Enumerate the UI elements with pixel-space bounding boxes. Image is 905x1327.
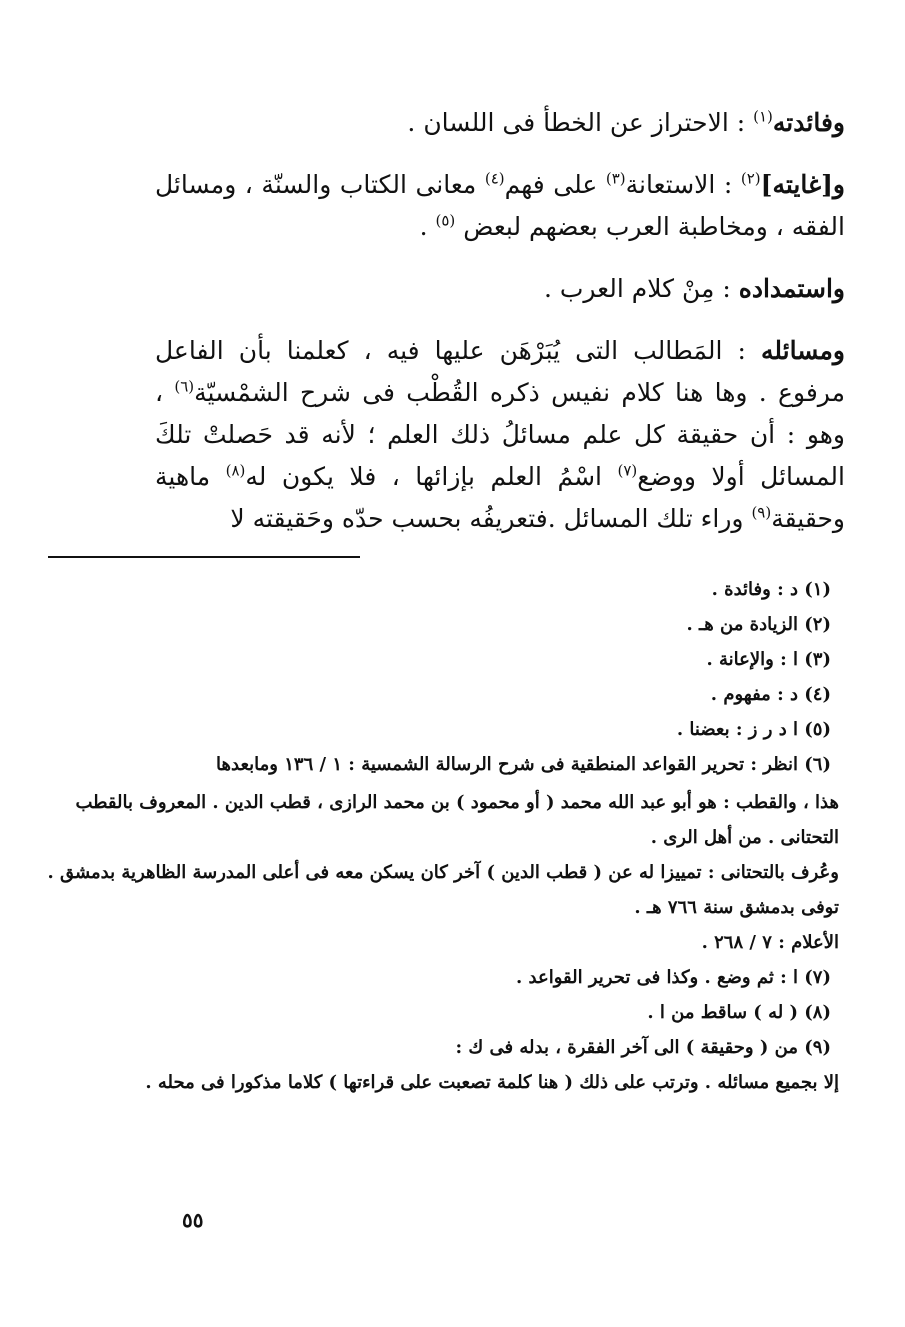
paragraph bbox=[155, 102, 845, 144]
footnote: (٩) من ( وحقيقة ) الى آخر الفقرة ، بدله فى ك : bbox=[455, 1037, 831, 1058]
footnote-ref: (٧) bbox=[617, 461, 638, 480]
paragraph bbox=[155, 330, 845, 540]
footnote-ref: (٦) bbox=[174, 377, 195, 396]
footnote: الأعلام : ٧ / ٢٦٨ . bbox=[701, 932, 839, 953]
footnote: (٢) الزيادة من هـ . bbox=[686, 614, 831, 635]
page-number: ٥٥ bbox=[182, 1208, 204, 1232]
footnote-ref: (٥) bbox=[435, 211, 456, 230]
footnote-ref: (٣) bbox=[605, 169, 626, 188]
paragraph bbox=[155, 164, 845, 248]
text-run: معانى الكتاب والسنّة ، ومسائل الفقه ، ومخاطبة العرب بعضهم لبعض bbox=[155, 170, 845, 241]
footnote: (١) د : وفائدة . bbox=[711, 579, 831, 600]
text-run: : المَطالب التى يُبَرْهَن عليها فيه ، كعلمنا بأن الفاعل مرفوع . وها هنا كلام نفيس ذكره القُطْب فى شرح الشمْسيّة bbox=[155, 336, 845, 407]
text-run: ، وهو : أن حقيقة كل علم مسائلُ ذلك العلم ؛ لأنه قد حَصلتْ تلكَ المسائل أولا ووضع bbox=[155, 378, 845, 491]
main-text bbox=[155, 102, 845, 560]
text-run: : مِنْ كلام العرب . bbox=[543, 274, 739, 303]
footnote: (٤) د : مفهوم . bbox=[710, 684, 831, 705]
text-run: . bbox=[419, 212, 436, 241]
footnote-separator bbox=[48, 556, 360, 558]
footnote-ref: (٤) bbox=[484, 169, 505, 188]
footnote-ref: (١) bbox=[753, 107, 773, 126]
footnote-ref: (٢) bbox=[740, 169, 761, 188]
footnote: (٥) ا د ر ز : بعضنا . bbox=[676, 719, 831, 740]
paragraph bbox=[155, 268, 845, 310]
footnote: وعُرف بالتحتانى : تمييزا له عن ( قطب الدين ) آخر كان يسكن معه فى أعلى المدرسة الظاهرية بدمشق . توفى بدمشق سنة ٧٦٦ هـ . bbox=[47, 862, 839, 918]
footnote-ref: (٨) bbox=[225, 461, 246, 480]
paragraph-heading: وفائدته bbox=[772, 108, 845, 137]
paragraph-heading: واستمداده bbox=[738, 274, 845, 303]
footnote: (٧) ا : ثم وضع . وكذا فى تحرير القواعد . bbox=[515, 967, 831, 988]
footnote: هذا ، والقطب : هو أبو عبد الله محمد ( أو محمود ) بن محمد الرازى ، قطب الدين . المعروف بالقطب التحتانى . من أهل الرى . bbox=[75, 792, 839, 848]
text-run: : الاستعانة bbox=[625, 170, 741, 199]
paragraph-heading: و[غايته] bbox=[760, 170, 845, 199]
footnote: (٨) ( له ) ساقط من ا . bbox=[647, 1002, 831, 1023]
text-run: وراء تلك المسائل .فتعريفُه بحسب حدّه وحَقيقته لا bbox=[230, 504, 752, 533]
text-run: اسْمُ العلم بإزائها ، فلا يكون له bbox=[245, 462, 618, 491]
footnotes bbox=[46, 572, 861, 1100]
text-run: على فهم bbox=[504, 170, 606, 199]
text-run: : الاحتراز عن الخطأ فى اللسان . bbox=[407, 108, 754, 137]
paragraph-heading: ومسائله bbox=[760, 336, 845, 365]
footnote-ref: (٩) bbox=[751, 503, 772, 522]
footnote: إلا بجميع مسائله . وترتب على ذلك ( هنا كلمة تصعبت على قراءتها ) كلاما مذكورا فى محله . bbox=[145, 1072, 839, 1093]
footnote: (٣) ا : والإعانة . bbox=[706, 649, 831, 670]
text-run: ماهية وحقيقة bbox=[155, 462, 845, 533]
footnote: (٦) انظر : تحرير القواعد المنطقية فى شرح الرسالة الشمسية : ١ / ١٣٦ ومابعدها bbox=[216, 754, 831, 775]
